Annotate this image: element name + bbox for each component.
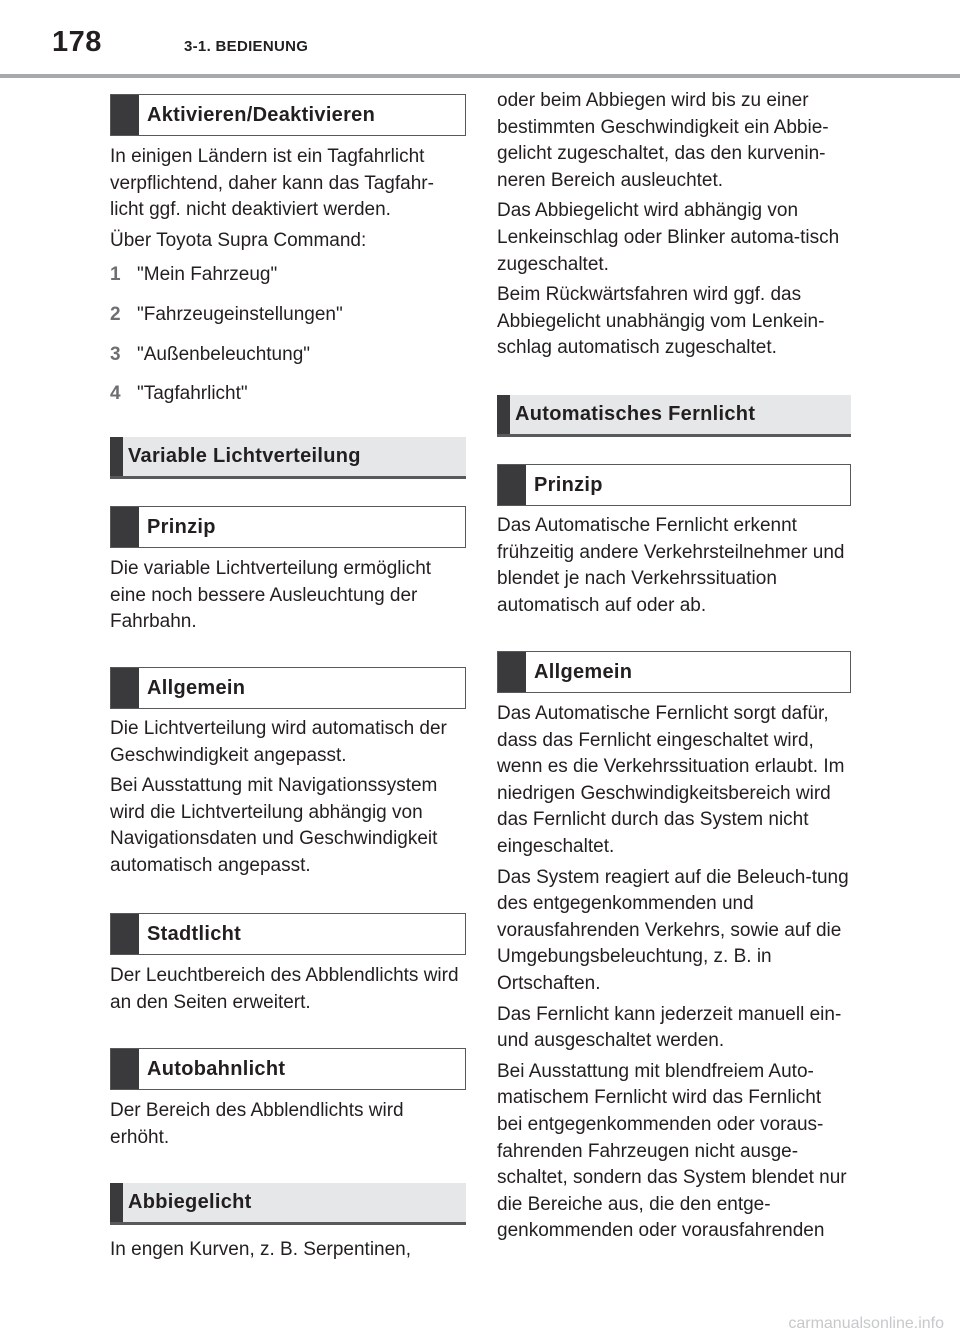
paragraph: Das System reagiert auf die Beleuch-tung des entgegenkommenden und vorausfahrenden Verkehrs, sowie auf die Umgebungsbeleuchtung, z. B. in Ortschaften. xyxy=(497,866,849,994)
heading-aktivieren-deaktivieren xyxy=(110,94,466,136)
chapter-title: 3-1. BEDIENUNG xyxy=(184,38,309,55)
heading-stadtlicht xyxy=(110,913,466,955)
heading-text: Abbiegelicht xyxy=(128,1191,252,1213)
paragraph: Über Toyota Supra Command: xyxy=(110,229,367,251)
paragraph: Die variable Lichtverteilung ermöglicht eine noch bessere Ausleuchtung der Fahrbahn. xyxy=(110,558,432,633)
step-item xyxy=(110,262,467,289)
heading-text: Allgemein xyxy=(147,677,246,699)
step-number: 1 xyxy=(110,264,121,286)
paragraph: Das Automatische Fernlicht erkennt frühzeitig andere Verkehrsteilnehmer und blendet je nach Verkehrssituation automatisch auf oder ab. xyxy=(497,515,845,616)
paragraph: Das Automatische Fernlicht sorgt dafür, dass das Fernlicht eingeschaltet wird, wenn es die Verkehrssituation erlaubt. Im niedrigen Geschwindigkeitsbereich wird das Fernlicht durch das System nicht eingeschaltet. xyxy=(497,703,845,857)
step-text: "Außenbeleuchtung" xyxy=(137,343,311,365)
heading-bar xyxy=(498,652,526,692)
step-text: "Mein Fahrzeug" xyxy=(137,264,278,286)
heading-allgemein xyxy=(497,651,851,693)
heading-text: Automatisches Fernlicht xyxy=(515,403,756,425)
heading-allgemein xyxy=(110,667,466,709)
step-item xyxy=(110,302,467,329)
heading-prinzip xyxy=(110,506,466,548)
paragraph: Die Lichtverteilung wird automatisch der Geschwindigkeit angepasst. xyxy=(110,718,447,766)
heading-bar xyxy=(111,914,139,954)
heading-variable-lichtverteilung xyxy=(110,437,466,479)
step-item xyxy=(110,381,467,408)
heading-text: Prinzip xyxy=(534,474,603,496)
heading-automatisches-fernlicht xyxy=(497,395,851,437)
step-text: "Tagfahrlicht" xyxy=(137,383,248,405)
heading-bar xyxy=(111,507,139,547)
heading-bar xyxy=(110,1183,123,1222)
header-rule xyxy=(0,74,960,78)
heading-bar xyxy=(111,95,139,135)
heading-bar xyxy=(111,1049,139,1089)
heading-abbiegelicht xyxy=(110,1183,466,1225)
heading-prinzip xyxy=(497,464,851,506)
heading-text: Prinzip xyxy=(147,516,216,538)
heading-autobahnlicht xyxy=(110,1048,466,1090)
paragraph: Beim Rückwärtsfahren wird ggf. das Abbiegelicht unabhängig vom Lenkein-schlag automatisch zugeschaltet. xyxy=(497,284,825,359)
step-item xyxy=(110,342,467,369)
paragraph: Das Abbiegelicht wird abhängig von Lenkeinschlag oder Blinker automa-tisch zugeschaltet. xyxy=(497,200,840,275)
heading-text: Stadtlicht xyxy=(147,923,242,945)
page-number: 178 xyxy=(52,26,102,58)
paragraph: In engen Kurven, z. B. Serpentinen, xyxy=(110,1239,412,1260)
heading-text: Aktivieren/Deaktivieren xyxy=(147,104,376,126)
paragraph: Das Fernlicht kann jederzeit manuell ein- und ausgeschaltet werden. xyxy=(497,1003,842,1052)
step-text: "Fahrzeugeinstellungen" xyxy=(137,303,343,325)
watermark: carmanualsonline.info xyxy=(788,1315,944,1332)
step-number: 3 xyxy=(110,343,121,365)
heading-text: Variable Lichtverteilung xyxy=(128,445,361,467)
paragraph: Der Leuchtbereich des Abblendlichts wird an den Seiten erweitert. xyxy=(110,965,459,1013)
heading-bar xyxy=(111,668,139,708)
heading-text: Autobahnlicht xyxy=(147,1058,286,1080)
heading-text: Allgemein xyxy=(534,661,633,683)
step-number: 2 xyxy=(110,303,121,325)
paragraph: oder beim Abbiegen wird bis zu einer bestimmten Geschwindigkeit ein Abbie-gelicht zugeschaltet, das den kurvenin-neren Bereich ausleuchtet. xyxy=(497,90,829,191)
heading-bar xyxy=(497,395,510,434)
paragraph: Bei Ausstattung mit Navigationssystem wird die Lichtverteilung abhängig von Navigationsdaten und Geschwindigkeit automatisch angepasst. xyxy=(110,775,438,876)
heading-bar xyxy=(498,465,526,505)
page-header xyxy=(0,0,960,78)
step-number: 4 xyxy=(110,383,121,405)
paragraph: Der Bereich des Abblendlichts wird erhöht. xyxy=(110,1100,404,1148)
paragraph: In einigen Ländern ist ein Tagfahrlicht verpflichtend, daher kann das Tagfahr-licht ggf. nicht deaktiviert werden. xyxy=(110,146,434,221)
heading-bar xyxy=(110,437,123,476)
paragraph: Bei Ausstattung mit blendfreiem Auto-matischem Fernlicht wird das Fernlicht bei entgegenkommenden oder voraus-fahrenden Fahrzeugen nicht ausge-schaltet, sondern das System blendet nur die Bereiche aus, die den entge-genkommenden oder vorausfahrenden xyxy=(497,1060,847,1242)
